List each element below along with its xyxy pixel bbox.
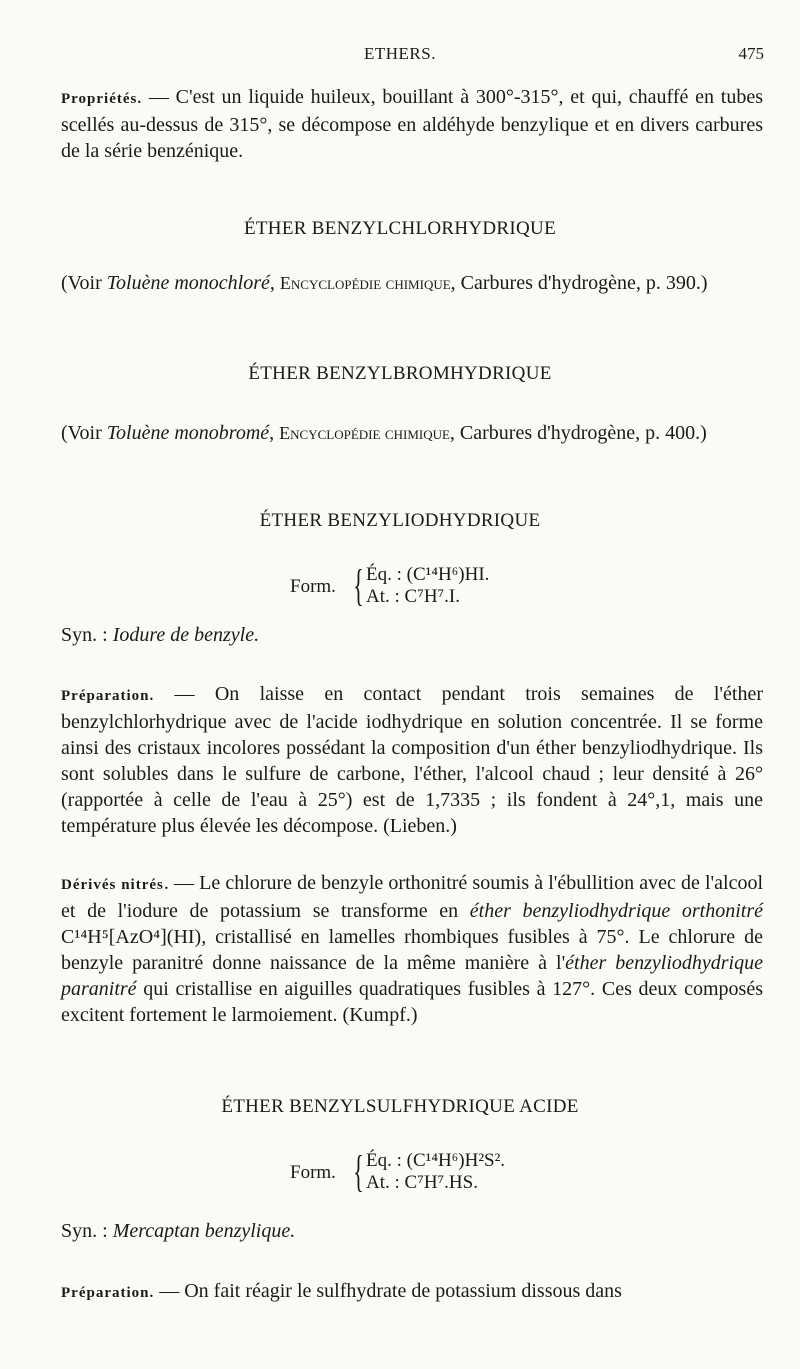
section-title-bromhydrique: ÉTHER BENZYLBROMHYDRIQUE	[248, 363, 552, 384]
preparation-label-2: Préparation.	[61, 1285, 155, 1301]
syn-value: Iodure de benzyle.	[112, 624, 260, 646]
page-number: 475	[738, 44, 764, 63]
derives-italic-2: éther benzyliodhydrique paranitré	[61, 952, 763, 1000]
syn-label-2: Syn. :	[61, 1220, 113, 1242]
formula-eq: Éq. : (C¹⁴H⁶)HI.	[366, 564, 490, 585]
ref-pre-1: (Voir	[61, 272, 107, 294]
formula-eq-2: Éq. : (C¹⁴H⁶)H²S².	[366, 1150, 506, 1171]
ref-smallcaps-1: Encyclopédie chimique	[279, 273, 451, 293]
ref-post-1: , Carbures d'hydrogène, p. 390.)	[450, 272, 708, 294]
ref-post-2: , Carbures d'hydrogène, p. 400.)	[449, 422, 707, 444]
derives-nitres-paragraph	[61, 870, 763, 1028]
formula-label-2: Form.	[290, 1162, 336, 1183]
bromhydrique-reference: (Voir Toluène monobromé, Encyclopédie chimique, Carbures d'hydrogène, p. 400.)	[61, 422, 707, 444]
derives-text-c: qui cristallise en aiguilles quadratiques fusibles à 127°. Ces deux composés excitent fortement le larmoiement. (Kumpf.)	[61, 978, 763, 1026]
ref-pre-2: (Voir	[61, 422, 107, 444]
properties-paragraph	[61, 84, 763, 164]
header-title: ETHERS.	[364, 44, 436, 63]
synonym-iodhydrique	[61, 624, 259, 647]
section-title-sulfhydrique: ÉTHER BENZYLSULFHYDRIQUE ACIDE	[221, 1096, 579, 1117]
derives-text-a: . — Le chlorure de benzyle orthonitré soumis à l'ébullition avec de l'alcool et de l'iodure de potassium se transforme en	[61, 872, 763, 922]
section-title-chlorhydrique: ÉTHER BENZYLCHLORHYDRIQUE	[243, 218, 556, 239]
preparation-text: — On laisse en contact pendant trois semaines de l'éther benzylchlorhydrique avec de l'acide iodhydrique en solution concentrée. Il se forme ainsi des cristaux incolores possédant la composition d'un éther benzyliodhydrique. Ils sont solubles dans le sulfure de carbone, l'éther, l'alcool chaud ; leur densité à 26° (rapportée à celle de l'eau à 25°) est de 1,7335 ; ils fondent à 24°,1, mais une température plus élevée les décompose. (Lieben.)	[61, 683, 763, 837]
synonym-sulfhydrique	[61, 1220, 295, 1243]
running-header	[0, 44, 800, 68]
formula-at-2: At. : C⁷H⁷.HS.	[366, 1172, 478, 1193]
syn-label: Syn. :	[61, 624, 113, 646]
brace-icon: {	[353, 1147, 364, 1196]
chlorhydrique-reference: (Voir Toluène monochloré, Encyclopédie chimique, Carbures d'hydrogène, p. 390.)	[61, 272, 708, 294]
ref-italic-1: Toluène monochloré	[106, 272, 270, 294]
brace-icon: {	[353, 561, 364, 610]
preparation-iodhydrique	[61, 681, 763, 839]
derives-label: Dérivés nitrés	[61, 877, 164, 893]
section-title-iodhydrique: ÉTHER BENZYLIODHYDRIQUE	[259, 510, 541, 531]
properties-text: — C'est un liquide huileux, bouillant à 300°-315°, et qui, chauffé en tubes scellés au-dessus de 315°, se décompose en aldéhyde benzylique et en divers carbures de la série benzénique.	[61, 86, 763, 162]
properties-label: Propriétés.	[61, 91, 143, 107]
preparation-sulfhydrique	[61, 1278, 763, 1306]
ref-italic-2: Toluène monobromé	[106, 422, 270, 444]
syn-value-2: Mercaptan benzylique.	[112, 1220, 296, 1242]
formula-at: At. : C⁷H⁷.I.	[366, 586, 460, 607]
formula-label: Form.	[290, 576, 336, 597]
derives-italic-1: éther benzyliodhydrique orthonitré	[469, 900, 763, 922]
derives-text-b: C¹⁴H⁵[AzO⁴](HI), cristallisé en lamelles rhombiques fusibles à 75°. Le chlorure de benzyle paranitré donne naissance de la même manière à l'	[61, 926, 763, 974]
ref-smallcaps-2: Encyclopédie chimique	[279, 423, 450, 443]
preparation-text-2: — On fait réagir le sulfhydrate de potassium dissous dans	[154, 1280, 622, 1302]
preparation-label: Préparation.	[61, 688, 155, 704]
